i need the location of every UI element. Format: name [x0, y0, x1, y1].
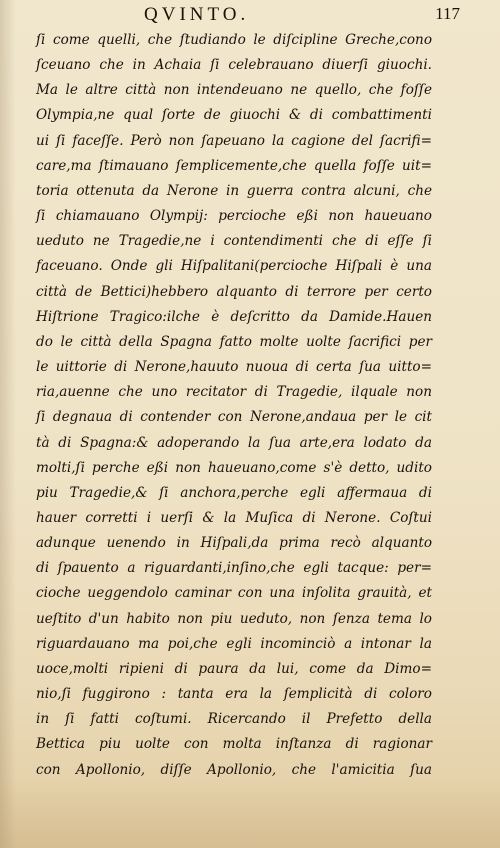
text-line: adunque uenendo in Hiſpali,da prima recò alquanto: [36, 535, 432, 552]
text-line: do le città della Spagna fatto molte uolte ſacrifici per: [36, 333, 432, 350]
text-line: hauer corretti i uerſi & la Muſica di Nerone. Coſtui: [36, 509, 432, 526]
text-line: Ma le altre città non intendeuano ne quello, che foſſe: [36, 82, 432, 99]
text-line: di ſpauento a riguardanti,inſino,che egli tacque: per=: [36, 560, 432, 577]
text-line: Bettica piu uolte con molta inſtanza di ragionar: [36, 736, 432, 753]
text-line: tà di Spagna:& adoperando la ſua arte,era lodato da: [36, 434, 432, 451]
text-line: ueduto ne Tragedie,ne i contendimenti che di eſſe ſi: [36, 233, 432, 250]
text-line: uoce,molti ripieni di paura da lui, come da Dimo=: [36, 660, 432, 677]
text-line: in ſi fatti coſtumi. Ricercando il Prefetto della: [36, 711, 432, 728]
text-line: ria,auenne che uno recitator di Tragedie, ilquale non: [36, 384, 432, 401]
text-line: Hiſtrione Tragico:ilche è deſcritto da Damide.Hauen: [36, 308, 432, 325]
text-line: toria ottenuta da Nerone in guerra contra alcuni, che: [36, 182, 432, 199]
text-line: care,ma ſtimauano ſemplicemente,che quella foſſe uit=: [36, 157, 432, 174]
text-line: ui ſi faceſſe. Però non ſapeuano la cagione del ſacrifi=: [36, 132, 432, 149]
page-number: 117: [435, 4, 460, 23]
text-line: ſceuano che in Achaia ſi celebrauano diuerſi giuochi.: [36, 57, 432, 74]
text-line: ſi chiamauano Olympij: percioche eßi non haueuano: [36, 208, 432, 225]
text-line: ſi come quelli, che ſtudiando le diſcipline Greche,cono: [36, 32, 432, 48]
running-title: QVINTO.: [144, 4, 250, 25]
text-line: piu Tragedie,& ſi anchora,perche egli affermaua di: [36, 484, 432, 501]
text-line: nio,ſi fuggirono : tanta era la ſemplicità di coloro: [36, 686, 432, 703]
text-line: cioche ueggendolo caminar con una inſolita grauità, et: [36, 585, 432, 602]
body-text: [36, 28, 432, 783]
text-line: le uittorie di Nerone,hauuto nuoua di certa ſua uitto=: [36, 359, 432, 376]
text-line: con Apollonio, diſſe Apollonio, che l'amicitia ſua: [36, 761, 432, 778]
text-line: riguardauano ma poi,che egli incominciò a intonar la: [36, 635, 432, 652]
text-line: ſi degnaua di contender con Nerone,andaua per le cit: [36, 409, 432, 426]
text-line: Olympia,ne qual ſorte de giuochi & di combattimenti: [36, 107, 432, 124]
text-line: ueſtito d'un habito non piu ueduto, non ſenza tema lo: [36, 610, 432, 627]
text-line: città de Bettici)hebbero alquanto di terrore per certo: [36, 283, 432, 300]
text-line: faceuano. Onde gli Hiſpalitani(percioche Hiſpali è una: [36, 258, 432, 275]
running-head: [24, 4, 476, 26]
text-line: molti,ſi perche eßi non haueuano,come s'è detto, udito: [36, 459, 432, 476]
